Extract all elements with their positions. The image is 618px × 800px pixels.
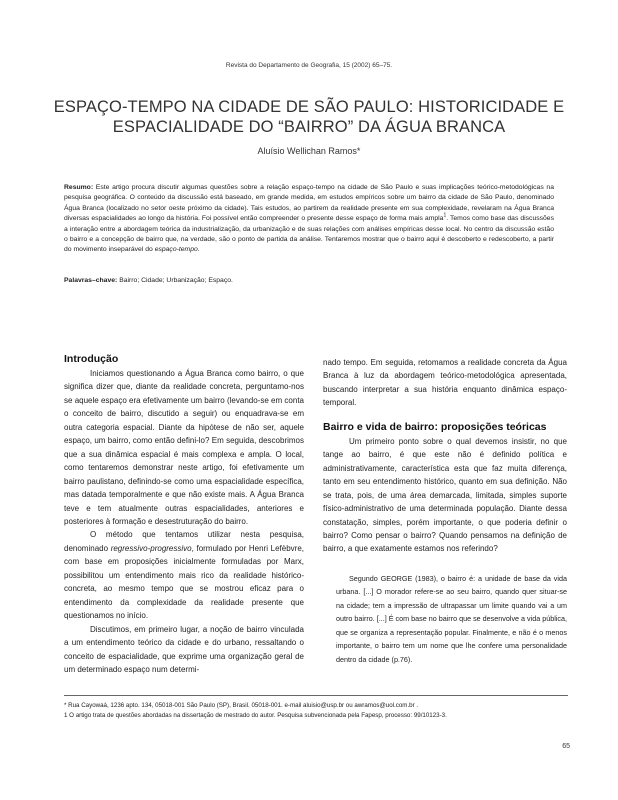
intro-p2-b: , formulado por Henri Lefèbvre, com base em proposições inicialmente formuladas por Marx, possibilitou um entendimento mais rico da realidade histórico-concreta, ao mesmo tempo que se mostrou eficaz para o entendimento da complexidade da realidade presente que questionamos no início. xyxy=(64,543,304,621)
journal-header: Revista do Departamento de Geografia, 15 (2002) 65–75. xyxy=(225,62,393,69)
quote-text: Segundo GEORGE (1983), o bairro é: a unidade de base da vida urbana. [...] O morador refere-se ao seu bairro, quando quer situar-se na cidade; tem a impressão de ultrapassar um limite quando vai a um outro bairro. [...] É com base no bairro que se desenvolve a vida pública, que se organiza a representação popular. Finalmente, e não é o menos importante, o bairro tem um nome que lhe confere uma personalidade dentro da cidade (p.76). xyxy=(336,573,567,664)
keywords-label: Palavras–chave: xyxy=(64,277,118,284)
article-title xyxy=(40,97,578,137)
title-line-1: ESPAÇO-TEMPO NA CIDADE DE SÃO PAULO: HISTORICIDADE E xyxy=(53,98,565,116)
intro-p2-a: O método que tentamos utilizar nesta pesquisa, denominado xyxy=(64,530,304,553)
abstract-end: . xyxy=(197,246,200,254)
bairro-heading: Bairro e vida de bairro: proposições teóricas xyxy=(323,420,547,433)
footnote-1: 1 O artigo trata de questões abordadas na dissertação de mestrado do autor. Pesquisa subvencionada pela Fapesp, processo: 99/10123-3. xyxy=(64,711,447,719)
abstract-italic: espaço-tempo xyxy=(154,246,198,254)
intro-paragraph-2 xyxy=(64,528,304,622)
footnotes xyxy=(64,695,568,720)
abstract xyxy=(64,183,554,256)
block-quote xyxy=(336,572,567,666)
abstract-label: Resumo: xyxy=(64,184,94,191)
right-paragraph-2: Um primeiro ponto sobre o qual devemos insistir, no que tange ao bairro, é que este não é definido política e administrativamente, característica esta que faz muita diferença, tanto em seu entendimento histórico, quanto em sua definição. Não se trata, pois, de uma área demarcada, limitada, simples suporte físico-administrativo de uma determinada população. Diante dessa constatação, simples, porém importante, o que poderia definir o bairro? Como pensar o bairro? Quando pensamos na definição de bairro, a que exatamente estamos nos referindo? xyxy=(323,436,567,554)
intro-paragraph-3: Discutimos, em primeiro lugar, a noção de bairro vinculada a um entendimento teórico da cidade e do urbano, ressaltando o conceito de espacialidade, que exprime uma organização geral de um determinado espaço num determi- xyxy=(64,624,304,674)
footnote-mark: 1 xyxy=(443,212,447,219)
right-column xyxy=(323,356,567,666)
author-name: Aluísio Wellichan Ramos* xyxy=(257,146,361,156)
right-paragraph-1: nado tempo. Em seguida, retomamos a realidade concreta da Água Branca à luz da abordagem teórico-metodológica apresentada, buscando interpretar a sua história enquanto dinâmica espaço-temporal. xyxy=(323,358,567,408)
intro-paragraph-1: Iniciamos questionando a Água Branca como bairro, o que significa dizer que, diante da realidade concreta, perguntamo-nos se aquele espaço era efetivamente um bairro (levando-se em conta o conceito de bairro, discutido a seguir) ou enquadrava-se em outra categoria espacial. Diante da hipótese de não ser, aquele espaço, um bairro, como então defini-lo? Em seguida, descobrimos que a sua dinâmica espacial é mais complexa e ampla. O local, como tentaremos demonstrar neste artigo, foi efetivamente um bairro paulistano, definindo-se como uma espacialidade específica, mas datada temporalmente e que não existe mais. A Água Branca teve e tem atualmente outras espacialidades, anteriores e posteriores à formação e desestruturação do bairro. xyxy=(64,369,304,526)
intro-heading: Introdução xyxy=(64,353,119,365)
intro-p2-italic: regressivo-progressivo xyxy=(110,543,192,553)
left-column xyxy=(64,352,304,676)
abstract-text: Este artigo procura discutir algumas questões sobre a relação espaço-tempo na cidade de São Paulo e suas implicações teórico-metodológicas na pesquisa geográfica. O conteúdo da discussão está baseado, em grande medida, em estudos empíricos sobre um bairro da cidade de São Paulo, denominado Água Branca (localizado no setor oeste próximo da cidade). Tais estudos, ao partirem da realidade presente em sua complexidade, revelaram na Água Branca diversas espacialidades ao longo da história. Foi possível então compreender o presente desse espaço de forma mais ampla xyxy=(64,184,554,223)
title-line-2: ESPACIALIDADE DO “BAIRRO” DA ÁGUA BRANCA xyxy=(112,118,506,136)
keywords-text: Bairro; Cidade; Urbanização; Espaço. xyxy=(119,277,233,284)
abstract-text-2: . Temos como base das discussões a interação entre a abordagem teórica da industrialização, da urbanização e de suas relações com análises empíricas desse local. No centro da discussão estão o bairro e a concepção de bairro que, na verdade, são o ponto de partida da análise. Tentaremos mostrar que o bairro aqui é descoberto e redescoberto, a partir do movimento inseparável do xyxy=(64,215,554,254)
footnote-author: * Rua Cayowaá, 1236 apto. 134, 05018-001 São Paulo (SP), Brasil. 05018-001. e-mail aluisio@usp.br ou awramos@uol.com.br . xyxy=(64,702,419,709)
page-number: 65 xyxy=(562,743,570,750)
keywords xyxy=(64,277,554,284)
